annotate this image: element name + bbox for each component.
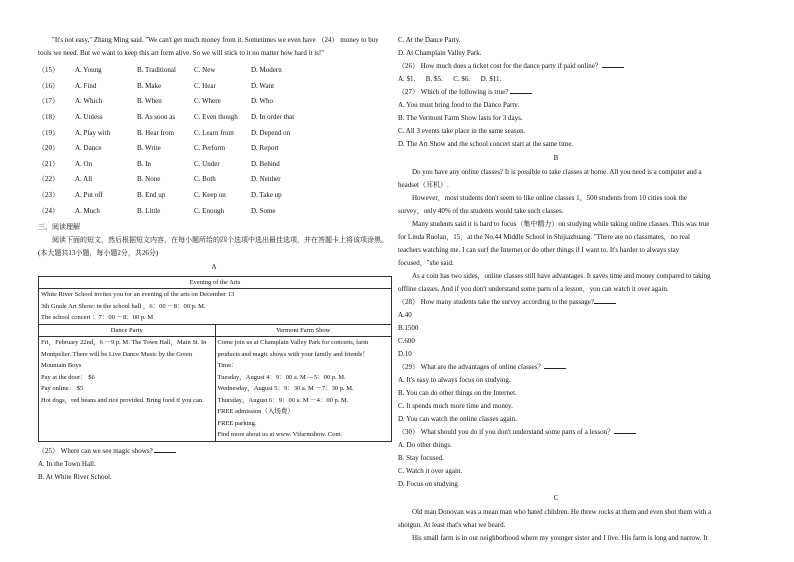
answer-blank [614, 426, 636, 434]
question-26-options: A. $1. B. $5. C. $6. D. $11. [398, 75, 502, 83]
option-b: B. Traditional [137, 66, 176, 75]
option-b: B. Little [137, 206, 161, 215]
option-c: C. Under [194, 159, 220, 168]
option-a: A. All [75, 175, 93, 184]
question-30-option: C. Watch it over again. [398, 467, 463, 475]
question-30-text: （30） What should you do if you don't understand some parts of a lesson？ [398, 428, 615, 436]
left-column [38, 34, 390, 484]
farm-show-line: Tuesday，August 4：9：00 a. M —5：00 p. M. [217, 373, 346, 381]
question-25 [38, 445, 390, 458]
option-d: D. Want [251, 81, 275, 90]
table-intro-line: The school concert ：7：00 －8：00 p. M [41, 314, 154, 322]
farm-show-line: Time： [217, 362, 238, 370]
question-27-text: （27） Which of the following is true? [398, 88, 511, 96]
dance-party-line: Pay at the door： $6 [41, 373, 95, 381]
option-a: A. Which [75, 97, 103, 106]
question-29-option: B. You can do other things on the Internet. [398, 389, 517, 397]
option-row [38, 188, 390, 204]
question-28-text: （28） How many students take the survey according to the passage? [398, 298, 594, 306]
passage-b-paragraph: Do you have any online classes? It is possible to take classes at home. All you need is a computer and a headset（耳机）. [398, 168, 702, 189]
option-row [38, 141, 390, 157]
option-b: B. End up [137, 191, 166, 200]
option-c: C. Both [194, 175, 216, 184]
option-number: （20） [38, 144, 59, 153]
option-row [38, 125, 390, 141]
question-27-option: B. The Vermont Farm Show lasts for 3 days. [398, 114, 523, 122]
option-d: D. Report [251, 144, 279, 153]
option-b: B. Write [137, 144, 161, 153]
option-a: A. Play with [75, 128, 111, 137]
question-26 [398, 60, 714, 73]
answer-blank [544, 361, 566, 369]
option-a: A. Much [75, 206, 100, 215]
dance-party-line: Hot dogs，red beans and rice provided. Bring food if you can. [41, 396, 204, 404]
answer-blank [154, 445, 176, 453]
option-c: C. New [194, 66, 216, 75]
question-27-option: A. You must bring food to the Dance Party. [398, 101, 520, 109]
option-b: B. When [137, 97, 162, 106]
farm-show-line: Find more about us at www. Vtfarmshow. Com. [217, 431, 343, 439]
option-b: B. In [137, 159, 151, 168]
question-29-option: A. It's easy to always focus on studying. [398, 376, 511, 384]
question-25-text: （25） Where can we see magic shows? [38, 446, 155, 455]
farm-show-line: FREE admission（入场费） [217, 408, 294, 416]
cloze-intro-text: "It's not easy," Zhang Ming said. "We can't get much money from it. Sometimes we even have （24） money to buy tools we need. But we want to keep this art form alive. So we will stick to it no matter how hard it is!" [38, 36, 379, 57]
dance-party-line: Fri，February 22nd，6 －9 p. M. The Town Hall，Main St. In Montpelier. There will be Live Dance Music by the Green Mountain Boys [41, 339, 207, 370]
option-d: D. In order that [251, 113, 295, 122]
dance-party-line: Pay online： $5 [41, 385, 84, 393]
question-27-option: C. All 3 events take place in the same season. [398, 127, 526, 135]
question-29-option: D. You can watch the online classes again. [398, 415, 517, 423]
option-c: C. Where [194, 97, 221, 106]
option-number: （21） [38, 159, 59, 168]
question-27 [398, 86, 714, 99]
question-28-option: B.1500 [398, 324, 419, 332]
option-c: C. Even though [194, 113, 238, 122]
option-c: C. Perform [194, 144, 226, 153]
option-d: D. Some [251, 206, 276, 215]
dance-party-header: Dance Party [39, 324, 216, 337]
question-29 [398, 361, 714, 374]
option-b: B. As soon as [137, 113, 176, 122]
option-row [38, 63, 390, 79]
option-a: A. Young [75, 66, 102, 75]
option-d: D. Take up [251, 191, 282, 200]
option-row [38, 203, 390, 219]
question-29-option: C. It spends much more time and money. [398, 402, 513, 410]
question-25-option: A. In the Town Hall. [38, 459, 96, 468]
option-row [38, 172, 390, 188]
passage-b-letter: B [553, 154, 559, 162]
table-intro-line: 3th Grade Art Show: in the school hall ，6：00 －8：00 p. M. [41, 302, 206, 310]
option-a: A. Put off [75, 191, 103, 200]
table-intro [39, 289, 392, 325]
option-b: B. Hear from [137, 128, 175, 137]
option-b: B. None [137, 175, 161, 184]
passage-c-paragraph: His small farm is in our neighborhood where my younger sister and I live. His farm is long and narrow. It [412, 534, 708, 542]
passage-b-paragraph: As a coin has two sides，online classes still have advantages. It saves time and money compared to taking offline classes. And if you don't understand some parts of a lesson，you can watch it over again. [398, 272, 711, 293]
option-d: D. Depend on [251, 128, 291, 137]
question-30 [398, 426, 714, 439]
option-c: C. Enough [194, 206, 224, 215]
option-a: A. Dance [75, 144, 102, 153]
option-a: A. On [75, 159, 93, 168]
question-28 [398, 296, 714, 309]
answer-blank [594, 296, 616, 304]
option-number: （22） [38, 175, 59, 184]
passage-b-paragraph: Many students said it is hard to focus（集中精力）on studying while taking online classes. This was true for Linda Ruolan，15，at the No.44 Middle School in Shijiazhuang. "There are no classmates，no real teachers watching me. I can surf the Internet or do other things if I want to. It's harder to always stay focused，"she said. [398, 220, 710, 267]
events-table [38, 276, 392, 442]
passage-b-paragraph: However，most students don't seem to like online classes 1，500 students from 10 cities took the survey，only 40% of the students would take such classes. [398, 194, 687, 215]
option-number: （19） [38, 128, 59, 137]
section-title: 三、阅读理解 [38, 222, 80, 231]
option-d: D. Modern [251, 66, 282, 75]
dance-party-cell [39, 337, 216, 442]
option-c: C. Learn from [194, 128, 234, 137]
question-30-option: B. Stay focused. [398, 454, 444, 462]
question-28-option: A.40 [398, 311, 412, 319]
option-number: （24） [38, 206, 59, 215]
question-28-option: D.10 [398, 350, 412, 358]
option-a: A. Unless [75, 113, 103, 122]
option-d: D. Who [251, 97, 274, 106]
option-c: C. Hear [194, 81, 216, 90]
question-25-option: C. At the Dance Party. [398, 36, 461, 44]
farm-show-line: FREE parking. [217, 419, 257, 427]
passage-c-paragraph: Old man Donovan was a mean man who hated children. He threw rocks at them and even shot them with a shotgun. At least that's what we heard. [398, 508, 712, 529]
farm-show-line: Come join us at Champlain Valley Park for concerts, farm products and magic shows with your family and friends！ [217, 339, 369, 358]
answer-blank [510, 86, 532, 94]
section-instructions: 阅读下面的短文，然后根据短文内容，在每小题所给的四个选项中选出最佳选项，并在答题卡上将该项涂黑。(本大题共13小题，每小题2分，共26分) [38, 235, 388, 257]
question-25-option: B. At White River School. [38, 472, 112, 481]
option-row [38, 157, 390, 173]
option-number: （23） [38, 191, 59, 200]
option-number: （18） [38, 113, 59, 122]
option-number: （16） [38, 81, 59, 90]
option-c: C. Keep on [194, 191, 226, 200]
question-29-text: （29） What are the advantages of online classes？ [398, 363, 545, 371]
question-30-option: D. Focus on studying [398, 480, 458, 488]
question-25-option: D. At Champlain Valley Park. [398, 49, 482, 57]
option-b: B. Make [137, 81, 162, 90]
table-intro-line: White River School invites you for an evening of the arts on December 13 [41, 291, 235, 299]
passage-c-letter: C [553, 494, 559, 502]
farm-show-line: Wednesday，August 5：9：30 a. M －7：30 p. M. [217, 385, 354, 393]
farm-show-header: Vermont Farm Show [215, 324, 392, 337]
right-column [398, 34, 714, 545]
option-d: D. Neither [251, 175, 281, 184]
cloze-options [38, 63, 390, 219]
option-d: D. Behind [251, 159, 280, 168]
option-row [38, 79, 390, 95]
option-row [38, 94, 390, 110]
question-27-option: D. The Art Show and the school concert start at the same time. [398, 140, 574, 148]
farm-show-line: Thursday，August 6：9：00 a. M －4：00 p. M. [217, 396, 349, 404]
option-a: A. Find [75, 81, 97, 90]
question-26-text: （26） How much does a ticket cost for the dance party if paid online？ [398, 62, 602, 70]
farm-show-cell [215, 337, 392, 442]
answer-blank [602, 60, 624, 68]
question-28-option: C.600 [398, 337, 415, 345]
passage-a-letter: A [211, 262, 217, 271]
table-title: Evening of the Arts [39, 276, 392, 289]
option-number: （15） [38, 66, 59, 75]
option-number: （17） [38, 97, 59, 106]
option-row [38, 110, 390, 126]
question-30-option: A. Do other things. [398, 441, 452, 449]
